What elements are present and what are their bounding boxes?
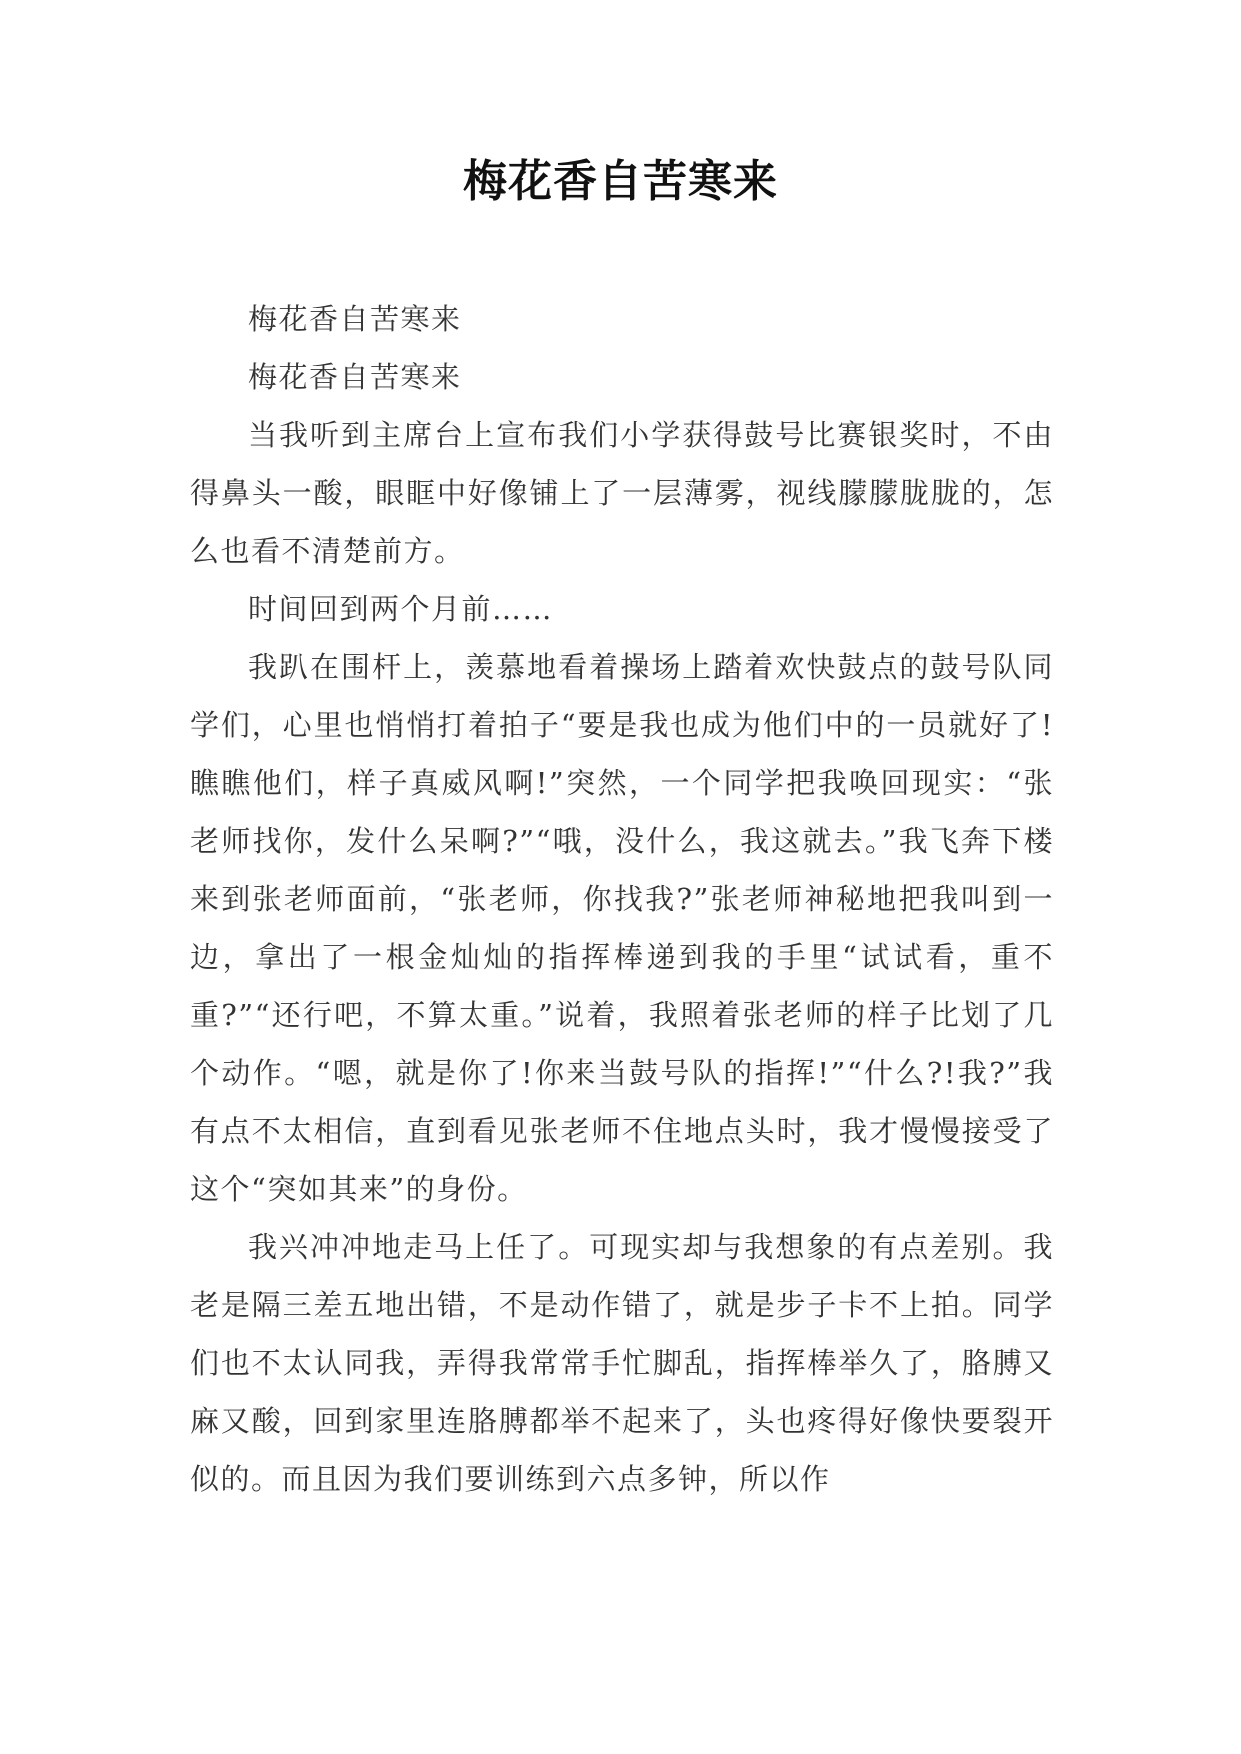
paragraph: 当我听到主席台上宣布我们小学获得鼓号比赛银奖时，不由得鼻头一酸，眼眶中好像铺上了一层薄雾，视线朦朦胧胧的，怎么也看不清楚前方。 — [190, 418, 1054, 568]
document-body — [190, 290, 1054, 1508]
document-title: 梅花香自苦寒来 — [463, 156, 778, 207]
paragraph: 时间回到两个月前…… — [248, 592, 554, 626]
paragraph: 梅花香自苦寒来 — [248, 302, 462, 336]
paragraph: 我兴冲冲地走马上任了。可现实却与我想象的有点差别。我老是隔三差五地出错，不是动作错了，就是步子卡不上拍。同学们也不太认同我，弄得我常常手忙脚乱，指挥棒举久了，胳膊又麻又酸，回到家里连胳膊都举不起来了，头也疼得好像快要裂开似的。而且因为我们要训练到六点多钟，所以作 — [190, 1230, 1054, 1496]
paragraph: 梅花香自苦寒来 — [248, 360, 462, 394]
paragraph: 我趴在围杆上，羡慕地看着操场上踏着欢快鼓点的鼓号队同学们，心里也悄悄打着拍子“要是我也成为他们中的一员就好了!瞧瞧他们，样子真威风啊!”突然，一个同学把我唤回现实：“张老师找你，发什么呆啊?”“哦，没什么，我这就去。”我飞奔下楼来到张老师面前，“张老师，你找我?”张老师神秘地把我叫到一边，拿出了一根金灿灿的指挥棒递到我的手里“试试看，重不重?”“还行吧，不算太重。”说着，我照着张老师的样子比划了几个动作。“嗯，就是你了!你来当鼓号队的指挥!”“什么?!我?”我有点不太相信，直到看见张老师不住地点头时，我才慢慢接受了这个“突如其来”的身份。 — [190, 650, 1054, 1206]
